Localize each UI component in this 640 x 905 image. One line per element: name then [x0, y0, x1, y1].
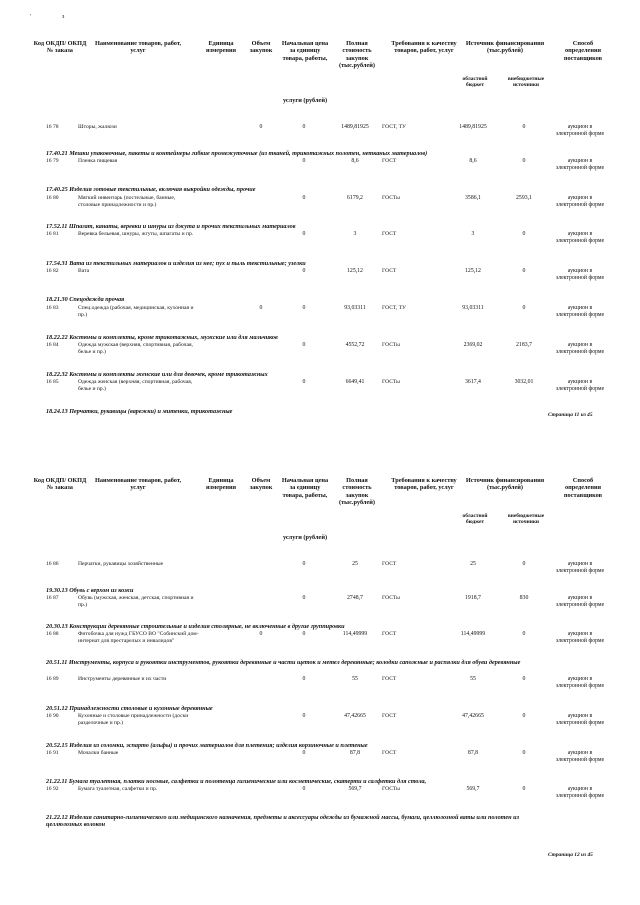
row-extra: 3032,01: [514, 379, 534, 385]
row-name: Мочалки банные: [78, 750, 119, 756]
row-price: 0: [302, 595, 306, 601]
row-method: аукцион в электронной форме: [555, 595, 605, 608]
row-cost: 8,6: [351, 158, 359, 164]
row-quality: ГОСТ, ТУ: [382, 305, 406, 311]
row-code: 16 82: [46, 268, 59, 274]
row-quality: ГОСТ: [382, 561, 397, 567]
row-cost: 4552,72: [345, 342, 365, 348]
row-extra: 2183,7: [516, 342, 532, 348]
row-regional: 569,7: [466, 786, 480, 792]
row-name: Спец.одежда (рабочая, медицинская, кухонная и пр.): [78, 305, 194, 318]
row-regional: 1489,81925: [459, 124, 487, 130]
row-category: 20.52.15 Изделия из соломки, эспарто (альфы) и прочих материалов для плетения; изделия корзиночные и плетеные: [46, 742, 368, 749]
row-extra: 0: [522, 713, 526, 719]
row-cost: 25: [352, 561, 358, 567]
row-code: 16 78: [46, 124, 59, 130]
row-price: 0: [302, 379, 306, 385]
row-price: 0: [302, 713, 306, 719]
row-code: 16 81: [46, 231, 59, 237]
row-name: Мягкий инвентарь (постельные, банные, столовые принадлежности и пр.): [78, 195, 176, 208]
header-price-bottom: услуги (рублей): [282, 534, 328, 541]
row-code: 16 86: [46, 561, 59, 567]
row-price: 0: [302, 268, 306, 274]
row-regional: 2369,02: [463, 342, 483, 348]
row-extra: 830: [519, 595, 529, 601]
row-method: аукцион в электронной форме: [555, 158, 605, 171]
row-volume: 0: [259, 124, 263, 130]
row-method: аукцион в электронной форме: [555, 231, 605, 244]
row-quality: ГОСТ: [382, 713, 397, 719]
row-quality: ГОСТ, ТУ: [382, 124, 406, 130]
page-footer: Страница 11 из 45: [548, 412, 593, 418]
row-cost: 47,42665: [344, 713, 366, 719]
row-category: 20.51.12 Принадлежности столовые и кухонные деревянные: [46, 705, 213, 712]
page-footer: Страница 12 из 45: [548, 852, 593, 858]
row-regional: 3: [471, 231, 475, 237]
row-name: Бумага туалетная, салфетки и пр.: [78, 786, 158, 792]
row-quality: ГОСТ: [382, 676, 397, 682]
row-cost: 1489,81925: [341, 124, 369, 130]
row-regional: 8,6: [469, 158, 477, 164]
row-method: аукцион в электронной форме: [555, 379, 605, 392]
row-name: Фитобочка для нужд ГБУСО ВО "Собинский дом-интернат для престарелых и инвалидов": [78, 631, 199, 644]
header-volume: Объем закупок: [249, 40, 273, 55]
row-code: 16 92: [46, 786, 59, 792]
row-code: 16 91: [46, 750, 59, 756]
row-category: 17.52.11 Шпагат, канаты, веревки и шнуры из джута и прочих текстильных материалов: [46, 223, 296, 230]
row-category: 17.54.31 Вата из текстильных материалов и изделия из нее; пух и пыль текстильные; узелки: [46, 260, 306, 267]
row-regional: 125,12: [465, 268, 481, 274]
row-method: аукцион в электронной форме: [555, 631, 605, 644]
row-price: 0: [302, 786, 306, 792]
row-method: аукцион в электронной форме: [555, 124, 605, 137]
row-method: аукцион в электронной форме: [555, 713, 605, 726]
row-code: 16 84: [46, 342, 59, 348]
row-name: Вата: [78, 268, 90, 274]
row-code: 16 80: [46, 195, 59, 201]
row-cost: 93,03311: [344, 305, 366, 311]
row-method: аукцион в электронной форме: [555, 342, 605, 355]
row-category: 18.21.30 Спецодежда прочая: [46, 296, 125, 303]
row-price: 0: [302, 124, 306, 130]
row-extra: 0: [522, 268, 526, 274]
header-price: Начальная цена за единицу товара, работы,: [281, 40, 329, 62]
row-quality: ГОСТы: [382, 786, 400, 792]
header-funding: Источник финансирования (тыс.рублей): [465, 40, 545, 55]
row-extra: 0: [522, 124, 526, 130]
row-code: 16 79: [46, 158, 59, 164]
row-cost: 125,12: [347, 268, 363, 274]
row-extra: 0: [522, 750, 526, 756]
row-extra: 0: [522, 631, 526, 637]
header-name: Наименование товаров, работ, услуг: [94, 40, 182, 55]
row-extra: 0: [522, 561, 526, 567]
row-cost: 114,49999: [342, 631, 368, 637]
corner-mark-1: ': [30, 14, 32, 20]
row-category: 20.30.13 Конструкции деревянные строительные и изделия столярные, не включенные в другие группировки: [46, 623, 345, 630]
row-name: Одежда женская (верхняя, спортивная, рабочая, белье и пр.): [78, 379, 193, 392]
row-name: Перчатки, рукавицы хозяйственные: [78, 561, 164, 567]
row-regional: 3586,1: [465, 195, 481, 201]
row-name: Веревка бельевая, шнуры, жгуты, шпагаты и пр.: [78, 231, 194, 237]
row-name: Одежда мужская (верхняя, спортивная, рабочая, белье и пр.): [78, 342, 193, 355]
row-code: 16 89: [46, 676, 59, 682]
row-method: аукцион в электронной форме: [555, 268, 605, 281]
row-extra: 2593,1: [516, 195, 532, 201]
row-category: 20.51.11 Инструменты, корпуса и рукоятки инструментов, рукоятки деревянные и части щеток и метел деревянные; колодки сапожные и распялки для обуви деревянные: [46, 659, 521, 666]
row-price: 0: [302, 342, 306, 348]
header-unit: Единица измерения: [205, 40, 237, 55]
header-regional: областной бюджет: [462, 513, 488, 526]
row-name: Шторы, жалюзи: [78, 124, 117, 130]
row-price: 0: [302, 195, 306, 201]
header-quality: Требования к качеству товаров, работ, услуг: [391, 477, 457, 492]
row-quality: ГОСТы: [382, 195, 400, 201]
row-quality: ГОСТ: [382, 158, 397, 164]
header-cost: Полная стоимость закупок (тыс.рублей): [338, 40, 375, 70]
header-name: Наименование товаров, работ, услуг: [94, 477, 182, 492]
header-unit: Единица измерения: [205, 477, 237, 492]
row-volume: 0: [259, 631, 263, 637]
row-quality: ГОСТы: [382, 379, 400, 385]
row-method: аукцион в электронной форме: [555, 786, 605, 799]
header-method: Способ определения поставщиков: [563, 477, 603, 499]
row-regional: 47,42665: [462, 713, 484, 719]
corner-mark-2: з: [62, 14, 65, 20]
row-code: 16 90: [46, 713, 59, 719]
header-code: Код ОКДП/ ОКПД № заказа: [33, 40, 87, 55]
row-name: Обувь (мужская, женская, детская, спортивная и пр.): [78, 595, 194, 608]
row-cost: 3: [353, 231, 357, 237]
row-price: 0: [302, 231, 306, 237]
row-regional: 55: [470, 676, 476, 682]
row-category: 17.40.21 Мешки упаковочные, пакеты и контейнеры гибкие промежуточные (из тканей, трикотажных полотен, нетканых материалов): [46, 150, 428, 157]
row-price: 0: [302, 631, 306, 637]
row-quality: ГОСТ: [382, 268, 397, 274]
header-quality: Требования к качеству товаров, работ, услуг: [391, 40, 457, 55]
row-cost: 569,7: [348, 786, 362, 792]
row-regional: 3617,4: [465, 379, 481, 385]
row-regional: 87,8: [467, 750, 479, 756]
row-quality: ГОСТы: [382, 595, 400, 601]
row-regional: 1918,7: [465, 595, 481, 601]
header-volume: Объем закупок: [249, 477, 273, 492]
row-extra: 0: [522, 231, 526, 237]
row-code: 16 85: [46, 379, 59, 385]
row-method: аукцион в электронной форме: [555, 305, 605, 318]
row-name: Инструменты деревянные и их части: [78, 676, 167, 682]
header-extrabudget: внебюджетные источники: [507, 76, 545, 89]
row-code: 16 87: [46, 595, 59, 601]
row-quality: ГОСТ: [382, 750, 397, 756]
header-code: Код ОКДП/ ОКПД № заказа: [33, 477, 87, 492]
row-cost: 55: [352, 676, 358, 682]
header-method: Способ определения поставщиков: [563, 40, 603, 62]
header-extrabudget: внебюджетные источники: [507, 513, 545, 526]
row-extra: 0: [522, 158, 526, 164]
header-price-bottom: услуги (рублей): [282, 97, 328, 104]
row-cost: 2748,7: [347, 595, 363, 601]
row-extra: 0: [522, 676, 526, 682]
row-method: аукцион в электронной форме: [555, 195, 605, 208]
row-quality: ГОСТ: [382, 231, 397, 237]
row-method: аукцион в электронной форме: [555, 676, 605, 689]
header-cost: Полная стоимость закупок (тыс.рублей): [338, 477, 375, 507]
row-cost: 6179,2: [347, 195, 363, 201]
row-extra: 0: [522, 786, 526, 792]
row-cost: 87,8: [349, 750, 361, 756]
row-volume: 0: [259, 305, 263, 311]
row-name: Пленка пищевая: [78, 158, 118, 164]
row-category: 18.22.32 Костюмы и комплекты женские или для девочек, кроме трикотажных: [46, 371, 268, 378]
row-method: аукцион в электронной форме: [555, 750, 605, 763]
row-cost: 6649,41: [345, 379, 365, 385]
row-quality: ГОСТы: [382, 342, 400, 348]
row-category: 17.40.25 Изделия готовые текстильные, включая выкройки одежды, прочие: [46, 186, 256, 193]
header-funding: Источник финансирования (тыс.рублей): [465, 477, 545, 492]
row-method: аукцион в электронной форме: [555, 561, 605, 574]
row-price: 0: [302, 305, 306, 311]
row-price: 0: [302, 676, 306, 682]
row-code: 16 88: [46, 631, 59, 637]
row-price: 0: [302, 158, 306, 164]
section-category: 21.22.12 Изделия санитарно-гигиенического или медицинского назначения, предметы и аксессуары одежды из бумажной массы, бумаги, целлюлозной ваты или полотен из целлюлозных волокон: [46, 814, 519, 829]
row-category: 19.30.13 Обувь с верхом из кожи: [46, 587, 134, 594]
row-extra: 0: [522, 305, 526, 311]
header-regional: областной бюджет: [462, 76, 488, 89]
row-price: 0: [302, 561, 306, 567]
row-code: 16 83: [46, 305, 59, 311]
row-name: Кухонные и столовые принадлежности (доски разделочные и пр.): [78, 713, 189, 726]
row-category: 21.22.11 Бумага туалетная, платки носовые, салфетки и полотенца гигиенические или косметические, скатерти и салфетки для стола,: [46, 778, 427, 785]
section-category: 18.24.13 Перчатки, рукавицы (варежки) и митенки, трикотажные: [46, 408, 233, 415]
row-quality: ГОСТ: [382, 631, 397, 637]
header-price: Начальная цена за единицу товара, работы,: [281, 477, 329, 499]
row-regional: 114,49999: [460, 631, 486, 637]
row-regional: 93,03311: [462, 305, 484, 311]
row-price: 0: [302, 750, 306, 756]
row-category: 18.22.22 Костюмы и комплекты, кроме трикотажных, мужские или для мальчиков: [46, 334, 278, 341]
row-regional: 25: [470, 561, 476, 567]
